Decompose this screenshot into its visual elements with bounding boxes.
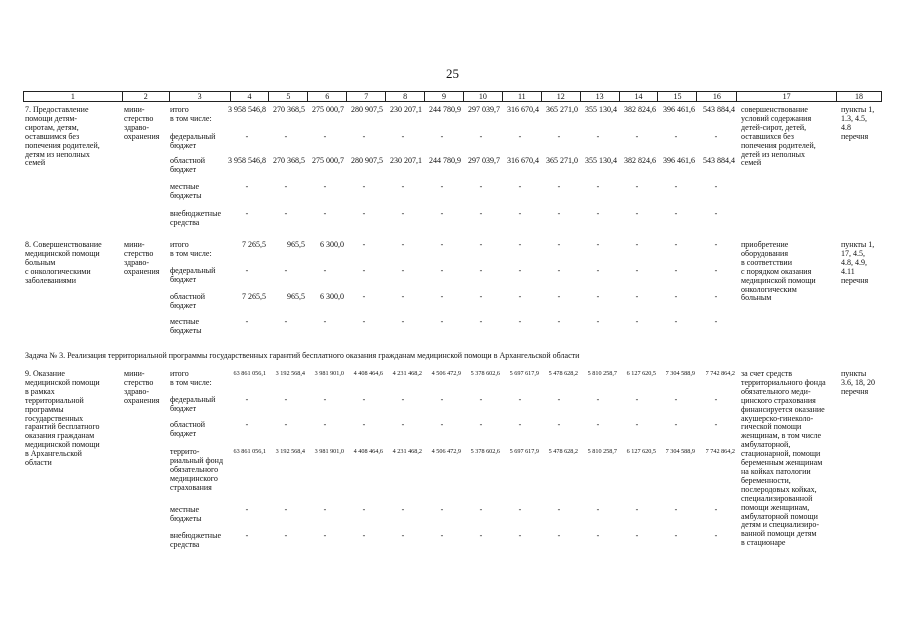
row9-vneb-value: -: [284, 531, 288, 540]
row7-fed-value: -: [479, 132, 483, 141]
row7-itogo-value: 365 271,0: [546, 105, 578, 114]
row9-tfoms-value: 7 304 588,9: [665, 448, 695, 455]
row9-source-label: итого в том числе:: [170, 369, 212, 387]
row9-vneb-value: -: [635, 531, 639, 540]
row8-fed-value: -: [714, 266, 718, 275]
row9-vneb-value: -: [401, 531, 405, 540]
row7-vneb-value: -: [440, 209, 444, 218]
row8-itogo-value: 7 265,5: [242, 240, 266, 249]
header-col-2: 2: [122, 92, 169, 101]
row7-mest-value: -: [323, 182, 327, 191]
row9-vneb-value: -: [557, 531, 561, 540]
row7-obl-value: 543 884,4: [703, 156, 735, 165]
row7-itogo-value: 316 670,4: [507, 105, 539, 114]
row8-mest-value: -: [323, 317, 327, 326]
row7-mest-value: -: [479, 182, 483, 191]
row7-mest-value: -: [635, 182, 639, 191]
header-col-13: 13: [580, 92, 619, 101]
row7-itogo-value: 297 039,7: [468, 105, 500, 114]
row8-fed-value: -: [245, 266, 249, 275]
row9-obl-value: -: [596, 420, 600, 429]
row7-itogo-value: 275 000,7: [312, 105, 344, 114]
row8-fed-value: -: [401, 266, 405, 275]
row9-tfoms-value: 5 810 258,7: [587, 448, 617, 455]
row7-obl-value: 297 039,7: [468, 156, 500, 165]
row7-obl-value: 382 824,6: [624, 156, 656, 165]
row9-tfoms-value: 6 127 620,5: [626, 448, 656, 455]
row7-vneb-value: -: [284, 209, 288, 218]
header-col-11: 11: [502, 92, 541, 101]
row8-itogo-value: -: [557, 240, 561, 249]
header-col-7: 7: [346, 92, 385, 101]
row8-source-label: итого в том числе:: [170, 240, 212, 258]
row9-itogo-value: 5 378 602,6: [470, 370, 500, 377]
row7-mest-value: -: [557, 182, 561, 191]
header-col-17: 17: [736, 92, 836, 101]
row9-obl-value: -: [518, 420, 522, 429]
row7-fed-value: -: [518, 132, 522, 141]
row9-fed-value: -: [401, 395, 405, 404]
row7-obl-value: 3 958 546,8: [228, 156, 266, 165]
row9-fed-value: -: [518, 395, 522, 404]
row9-obl-value: -: [714, 420, 718, 429]
row9-obl-value: -: [245, 420, 249, 429]
row8-itogo-value: -: [440, 240, 444, 249]
row7-obl-value: 355 130,4: [585, 156, 617, 165]
row7-fed-value: -: [635, 132, 639, 141]
row9-tfoms-value: 4 231 468,2: [392, 448, 422, 455]
row8-itogo-value: -: [401, 240, 405, 249]
row7-vneb-value: -: [323, 209, 327, 218]
row9-obl-value: -: [479, 420, 483, 429]
row7-vneb-value: -: [635, 209, 639, 218]
header-col-12: 12: [541, 92, 580, 101]
row7-source-label: местные бюджеты: [170, 182, 202, 200]
row7-obl-value: 244 780,9: [429, 156, 461, 165]
row8-mest-value: -: [596, 317, 600, 326]
row9-source-label: террито- риальный фонд обязательного медицинского страхования: [170, 447, 224, 492]
row7-itogo-value: 382 824,6: [624, 105, 656, 114]
row7-obl-value: 316 670,4: [507, 156, 539, 165]
row7-obl-value: 230 207,1: [390, 156, 422, 165]
row7-source-label: областной бюджет: [170, 156, 206, 174]
row9-mest-value: -: [401, 505, 405, 514]
row9-itogo-value: 3 981 901,0: [314, 370, 344, 377]
row9-fed-value: -: [557, 395, 561, 404]
row7-itogo-value: 355 130,4: [585, 105, 617, 114]
row7-fed-value: -: [557, 132, 561, 141]
row9-obl-value: -: [674, 420, 678, 429]
row9-source-label: областной бюджет: [170, 420, 206, 438]
row8-fed-value: -: [596, 266, 600, 275]
row8-source-label: федеральный бюджет: [170, 266, 216, 284]
row9-tfoms-value: 5 697 617,9: [509, 448, 539, 455]
row7-obl-value: 280 907,5: [351, 156, 383, 165]
row8-fed-value: -: [635, 266, 639, 275]
row9-mest-value: -: [284, 505, 288, 514]
row7-mest-value: -: [674, 182, 678, 191]
row7-fed-value: -: [440, 132, 444, 141]
row7-vneb-value: -: [245, 209, 249, 218]
row8-fed-value: -: [440, 266, 444, 275]
row9-tfoms-value: 4 408 464,6: [353, 448, 383, 455]
row9-fed-value: -: [479, 395, 483, 404]
header-col-8: 8: [385, 92, 424, 101]
row7-mest-value: -: [401, 182, 405, 191]
row8-itogo-value: -: [674, 240, 678, 249]
row7-mest-value: -: [245, 182, 249, 191]
page-number: 25: [446, 66, 459, 81]
row7-source-label: федеральный бюджет: [170, 132, 216, 150]
row9-itogo-value: 5 697 617,9: [509, 370, 539, 377]
row8-mest-value: -: [674, 317, 678, 326]
row7-vneb-value: -: [596, 209, 600, 218]
row7-fed-value: -: [323, 132, 327, 141]
row9-obl-value: -: [284, 420, 288, 429]
row9-vneb-value: -: [596, 531, 600, 540]
row9-vneb-value: -: [518, 531, 522, 540]
row9-itogo-value: 3 192 568,4: [275, 370, 305, 377]
row9-tfoms-value: 7 742 864,2: [705, 448, 735, 455]
row8-fed-value: -: [557, 266, 561, 275]
row9-mest-value: -: [245, 505, 249, 514]
row7-source-label: итого в том числе:: [170, 105, 212, 123]
row8-fed-value: -: [674, 266, 678, 275]
row8-mest-value: -: [557, 317, 561, 326]
row8-fed-value: -: [362, 266, 366, 275]
row9-fed-value: -: [323, 395, 327, 404]
row9-vneb-value: -: [245, 531, 249, 540]
row9-vneb-value: -: [323, 531, 327, 540]
row9-mest-value: -: [323, 505, 327, 514]
row8-itogo-value: -: [479, 240, 483, 249]
row9-obl-value: -: [557, 420, 561, 429]
header-col-14: 14: [619, 92, 658, 101]
row9-points: пункты 3.6, 18, 20 перечня: [841, 369, 875, 396]
row7-activity-name: 7. Предоставление помощи детям- сиротам, детям, оставшимся без попечения родителей, детям из неполных семей: [25, 105, 100, 168]
row7-points: пункты 1, 1.3, 4.5, 4.8 перечня: [841, 105, 875, 141]
row9-vneb-value: -: [440, 531, 444, 540]
row8-obl-value: -: [518, 292, 522, 301]
row9-fed-value: -: [674, 395, 678, 404]
row9-vneb-value: -: [674, 531, 678, 540]
row7-result: совершенствование условий содержания детей-сирот, детей, оставшихся без попечения родителей, детей из неполных семей: [741, 105, 816, 168]
row9-itogo-value: 4 506 472,9: [431, 370, 461, 377]
row7-vneb-value: -: [557, 209, 561, 218]
row9-itogo-value: 7 742 864,2: [705, 370, 735, 377]
row7-vneb-value: -: [479, 209, 483, 218]
row9-mest-value: -: [674, 505, 678, 514]
row7-obl-value: 396 461,6: [663, 156, 695, 165]
header-col-16: 16: [696, 92, 736, 101]
row8-source-label: местные бюджеты: [170, 317, 202, 335]
row9-vneb-value: -: [362, 531, 366, 540]
row7-itogo-value: 543 884,4: [703, 105, 735, 114]
row7-mest-value: -: [440, 182, 444, 191]
row9-tfoms-value: 63 861 056,1: [233, 448, 266, 455]
row9-activity-name: 9. Оказание медицинской помощи в рамках территориальной программы государственных гарантий бесплатного оказания гражданам медицинской помощи в Архангельской области: [25, 369, 100, 468]
row9-obl-value: -: [323, 420, 327, 429]
row9-tfoms-value: 5 378 602,6: [470, 448, 500, 455]
row8-mest-value: -: [635, 317, 639, 326]
row8-mest-value: -: [714, 317, 718, 326]
row7-mest-value: -: [362, 182, 366, 191]
row8-result: приобретение оборудования в соответствии с порядком оказания медицинской помощи онкологическим больным: [741, 240, 816, 303]
row7-obl-value: 365 271,0: [546, 156, 578, 165]
row8-mest-value: -: [245, 317, 249, 326]
row8-obl-value: -: [596, 292, 600, 301]
row9-executor: мини- стерство здраво- охранения: [124, 369, 160, 405]
row7-fed-value: -: [362, 132, 366, 141]
row9-fed-value: -: [714, 395, 718, 404]
row9-itogo-value: 63 861 056,1: [233, 370, 266, 377]
header-col-9: 9: [424, 92, 463, 101]
row8-source-label: областной бюджет: [170, 292, 206, 310]
row8-obl-value: -: [635, 292, 639, 301]
row8-itogo-value: 6 300,0: [320, 240, 344, 249]
row9-vneb-value: -: [714, 531, 718, 540]
row7-obl-value: 270 368,5: [273, 156, 305, 165]
header-col-18: 18: [836, 92, 881, 101]
row7-vneb-value: -: [714, 209, 718, 218]
row7-fed-value: -: [596, 132, 600, 141]
row8-obl-value: 6 300,0: [320, 292, 344, 301]
row8-itogo-value: -: [635, 240, 639, 249]
row7-itogo-value: 280 907,5: [351, 105, 383, 114]
row7-vneb-value: -: [401, 209, 405, 218]
row7-mest-value: -: [714, 182, 718, 191]
row9-fed-value: -: [362, 395, 366, 404]
row7-itogo-value: 244 780,9: [429, 105, 461, 114]
row7-vneb-value: -: [674, 209, 678, 218]
row8-mest-value: -: [362, 317, 366, 326]
row7-obl-value: 275 000,7: [312, 156, 344, 165]
row9-mest-value: -: [714, 505, 718, 514]
row8-executor: мини- стерство здраво- охранения: [124, 240, 160, 276]
row8-itogo-value: -: [518, 240, 522, 249]
row7-mest-value: -: [518, 182, 522, 191]
row8-activity-name: 8. Совершенствование медицинской помощи больным с онкологическими заболеваниями: [25, 240, 102, 285]
row7-mest-value: -: [284, 182, 288, 191]
header-col-3: 3: [169, 92, 230, 101]
row9-result: за счет средств территориального фонда обязательного меди- цинского страхования финансируется оказание акушерско-гинеколо- гической помощи женщинам, в том числе амбулаторной, стационарной, помощи беременным женщинам на койках патологии беременности, послеродовых койках, специализированной помощи женщинам, амбулаторной помощи детям и специализиро- ванной помощи детям в стационаре: [741, 369, 826, 548]
row9-mest-value: -: [635, 505, 639, 514]
row8-obl-value: -: [440, 292, 444, 301]
row7-source-label: внебюджетные средства: [170, 209, 221, 227]
row8-obl-value: 965,5: [287, 292, 305, 301]
row9-fed-value: -: [635, 395, 639, 404]
row8-fed-value: -: [323, 266, 327, 275]
task-3-heading: Задача № 3. Реализация территориальной программы государственных гарантий бесплатного оказания гражданам медицинской помощи в Архангельской области: [25, 351, 580, 360]
row9-itogo-value: 6 127 620,5: [626, 370, 656, 377]
row9-obl-value: -: [362, 420, 366, 429]
row8-points: пункты 1, 17, 4.5, 4.8, 4.9, 4.11 перечня: [841, 240, 875, 285]
header-col-6: 6: [307, 92, 346, 101]
row8-mest-value: -: [518, 317, 522, 326]
row8-itogo-value: -: [362, 240, 366, 249]
row9-tfoms-value: 3 981 901,0: [314, 448, 344, 455]
row9-mest-value: -: [362, 505, 366, 514]
header-col-15: 15: [657, 92, 696, 101]
row9-itogo-value: 4 231 468,2: [392, 370, 422, 377]
row9-mest-value: -: [440, 505, 444, 514]
row7-fed-value: -: [284, 132, 288, 141]
row9-mest-value: -: [518, 505, 522, 514]
header-col-10: 10: [463, 92, 502, 101]
row9-tfoms-value: 3 192 568,4: [275, 448, 305, 455]
row8-obl-value: -: [401, 292, 405, 301]
row8-obl-value: -: [362, 292, 366, 301]
row9-obl-value: -: [440, 420, 444, 429]
row9-obl-value: -: [401, 420, 405, 429]
row8-obl-value: 7 265,5: [242, 292, 266, 301]
row8-obl-value: -: [674, 292, 678, 301]
row8-obl-value: -: [714, 292, 718, 301]
header-col-5: 5: [268, 92, 307, 101]
table-header-row: [23, 91, 882, 102]
row9-itogo-value: 5 478 628,2: [548, 370, 578, 377]
row9-mest-value: -: [479, 505, 483, 514]
row9-source-label: внебюджетные средства: [170, 531, 221, 549]
row9-fed-value: -: [596, 395, 600, 404]
row9-itogo-value: 7 304 588,9: [665, 370, 695, 377]
row7-vneb-value: -: [518, 209, 522, 218]
row8-obl-value: -: [557, 292, 561, 301]
row9-tfoms-value: 5 478 628,2: [548, 448, 578, 455]
row7-fed-value: -: [714, 132, 718, 141]
row8-mest-value: -: [284, 317, 288, 326]
row7-vneb-value: -: [362, 209, 366, 218]
row9-mest-value: -: [557, 505, 561, 514]
row9-mest-value: -: [596, 505, 600, 514]
row9-vneb-value: -: [479, 531, 483, 540]
row7-mest-value: -: [596, 182, 600, 191]
row8-fed-value: -: [479, 266, 483, 275]
row8-obl-value: -: [479, 292, 483, 301]
row7-itogo-value: 230 207,1: [390, 105, 422, 114]
header-col-4: 4: [230, 92, 269, 101]
row8-mest-value: -: [479, 317, 483, 326]
row8-mest-value: -: [401, 317, 405, 326]
row9-fed-value: -: [284, 395, 288, 404]
row9-itogo-value: 4 408 464,6: [353, 370, 383, 377]
row9-source-label: федеральный бюджет: [170, 395, 216, 413]
header-col-1: 1: [70, 92, 75, 101]
row7-itogo-value: 3 958 546,8: [228, 105, 266, 114]
row8-itogo-value: 965,5: [287, 240, 305, 249]
row7-itogo-value: 270 368,5: [273, 105, 305, 114]
row7-itogo-value: 396 461,6: [663, 105, 695, 114]
row8-fed-value: -: [518, 266, 522, 275]
row9-fed-value: -: [440, 395, 444, 404]
row7-executor: мини- стерство здраво- охранения: [124, 105, 160, 141]
row8-fed-value: -: [284, 266, 288, 275]
row9-itogo-value: 5 810 258,7: [587, 370, 617, 377]
row7-fed-value: -: [245, 132, 249, 141]
row9-fed-value: -: [245, 395, 249, 404]
row8-itogo-value: -: [596, 240, 600, 249]
row7-fed-value: -: [674, 132, 678, 141]
row9-tfoms-value: 4 506 472,9: [431, 448, 461, 455]
row9-source-label: местные бюджеты: [170, 505, 202, 523]
row9-obl-value: -: [635, 420, 639, 429]
row8-mest-value: -: [440, 317, 444, 326]
row7-fed-value: -: [401, 132, 405, 141]
row8-itogo-value: -: [714, 240, 718, 249]
